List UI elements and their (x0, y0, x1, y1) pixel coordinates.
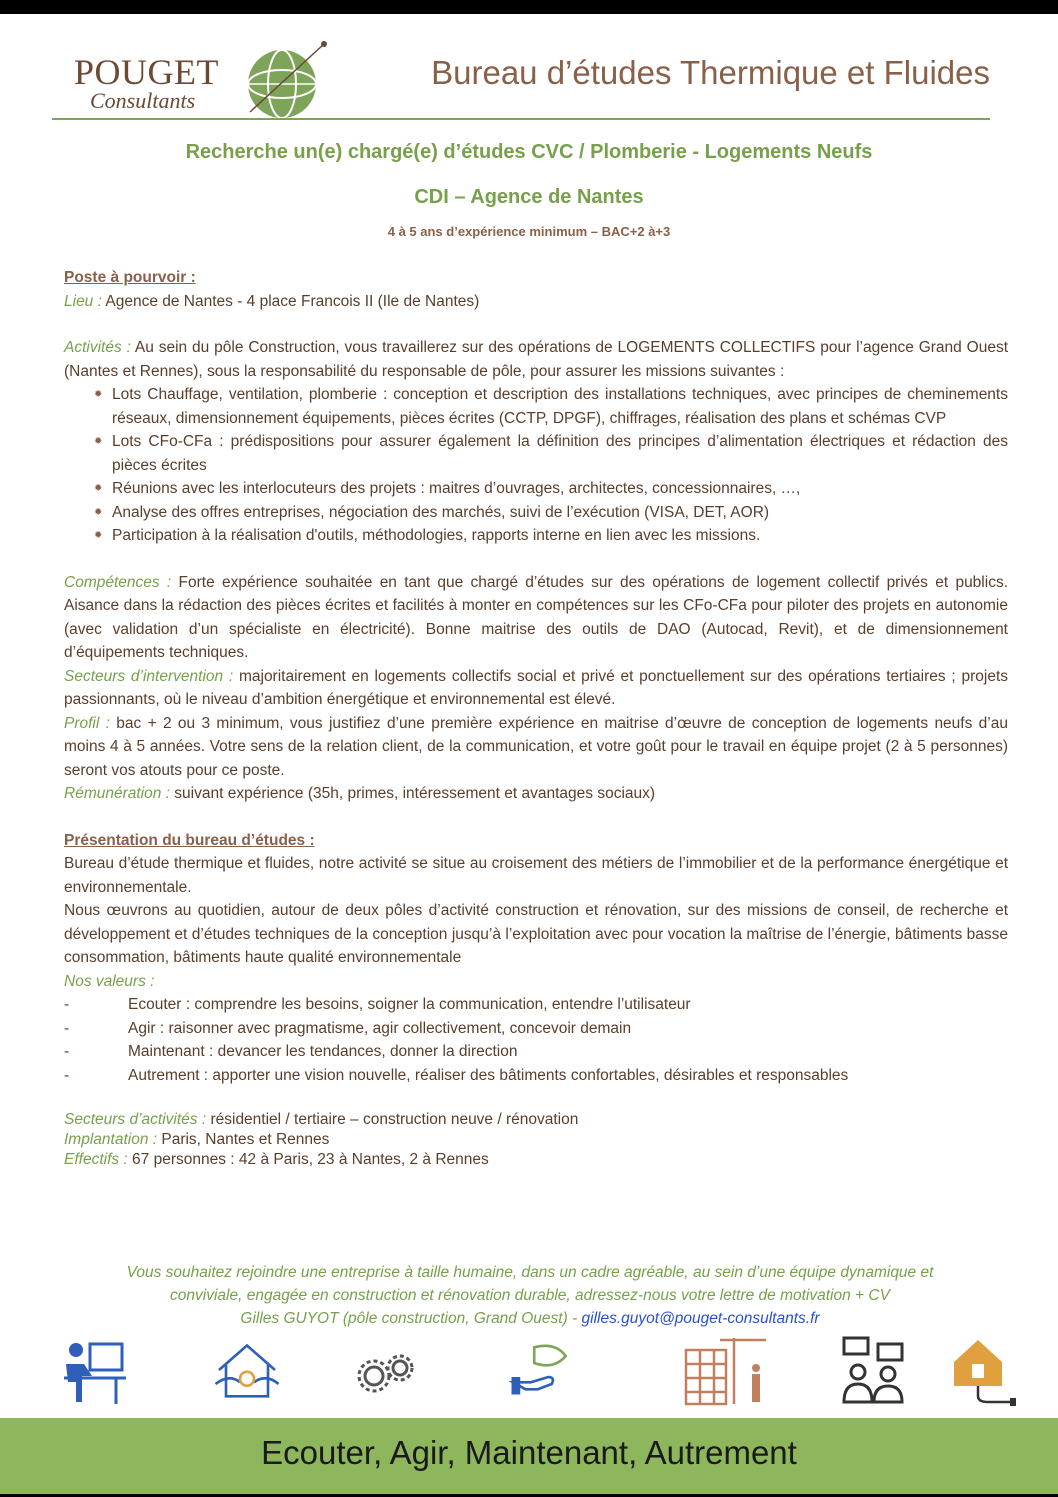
body-text (64, 266, 1008, 1170)
activites-paragraph (64, 336, 1008, 383)
desk-worker-icon (60, 1334, 130, 1406)
section-heading-presentation: Présentation du bureau d’études : (64, 831, 315, 849)
construction-site-icon (680, 1334, 770, 1406)
implantation-text: Paris, Nantes et Rennes (157, 1131, 330, 1148)
activites-label: Activités : (64, 339, 131, 356)
closing-line-1: Vous souhaitez rejoindre une entreprise à taille humaine, dans un cadre agréable, au sein d’une équipe dynamique et (126, 1264, 934, 1281)
list-item: - Maintenant : devancer les tendances, donner la direction (64, 1040, 1008, 1064)
remuneration-label: Rémunération : (64, 785, 170, 802)
list-item: ✹ Lots Chauffage, ventilation, plomberie : conception et description des installations techniques, avec principes de cheminements réseaux, dimensionnement équipements, pièces écrites (CCTP, DPGF), chiffrages, réalisation des plans et schémas CVP (90, 383, 1008, 430)
list-item: ✹ Lots CFo-CFa : prédispositions pour assurer également la définition des principes d’alimentation électriques et rédaction des pièces écrites (90, 430, 1008, 477)
secteurs-text: majoritairement en logements collectifs social et privé et ponctuellement sur des opérations tertiaires ; projets passionnants, où le niveau d’ambition énergétique et environnemental est élevé. (64, 667, 1008, 708)
house-energy-icon (212, 1334, 282, 1406)
gears-icon (352, 1334, 422, 1406)
profil-text: bac + 2 ou 3 minimum, vous justifiez d’une première expérience en maitrise d’œuvre de conception de logements neufs d’au moins 4 à 5 années. Votre sens de la relation client, de la communication, et votre goût pour le travail en équipe projet (2 à 5 personnes) seront vos atouts pour ce poste. (64, 714, 1008, 779)
secteurs-activites-text: résidentiel / tertiaire – construction neuve / rénovation (206, 1111, 579, 1128)
effectifs-line (64, 1150, 1008, 1170)
profil-label: Profil : (64, 714, 110, 732)
activities-list (64, 383, 1008, 548)
competences-text: Forte expérience souhaitée en tant que chargé d’études sur des opérations de logement collectif privés et publics. Aisance dans la rédaction des pièces écrites et facilités à monter en compétences sur les CFo-CFa pour piloter des projets en autonomie (avec validation d’un spécialiste en électricité). Bonne maitrise des outils de DAO (Autocad, Revit), et de dimensionnement d’équipements techniques. (64, 573, 1008, 661)
closing-message (60, 1261, 1000, 1330)
implantation-label: Implantation : (64, 1131, 158, 1148)
pouget-logo (66, 36, 336, 131)
effectifs-text: 67 personnes : 42 à Paris, 23 à Nantes, 2 à Rennes (127, 1151, 489, 1168)
header-title: Bureau d’études Thermique et Fluides (431, 54, 990, 91)
presentation-paragraph-2: Nous œuvrons au quotidien, autour de deux pôles d’activité construction et rénovation, sur des missions de conseil, de recherche et développement et d’études techniques de la conception jusqu’à l’exploitation avec pour vocation la maîtrise de l’énergie, bâtiments basse consommation, bâtiments haute qualité environnementale (64, 902, 1008, 966)
list-item: ✹ Analyse des offres entreprises, négociation des marchés, suivi de l’exécution (VISA, DET, AOR) (90, 501, 1008, 525)
secteurs-paragraph (64, 665, 1008, 712)
competences-label: Compétences : (64, 573, 172, 591)
contract-title: CDI – Agence de Nantes (414, 186, 644, 208)
hand-leaf-icon (508, 1334, 578, 1406)
list-item: - Agir : raisonner avec pragmatisme, agir collectivement, concevoir demain (64, 1017, 1008, 1041)
valeurs-label: Nos valeurs : (64, 972, 155, 990)
effectifs-label: Effectifs : (64, 1151, 128, 1168)
secteurs-activites-line (64, 1110, 1008, 1130)
section-heading-poste: Poste à pourvoir : (64, 269, 196, 286)
presentation-paragraph-1: Bureau d’étude thermique et fluides, notre activité se situe au croisement des métiers de l’immobilier et de la performance énergétique et environnementale. (64, 855, 1008, 896)
activites-text: Au sein du pôle Construction, vous travaillerez sur des opérations de LOGEMENTS COLLECTIFS pour l’agence Grand Ouest (Nantes et Rennes), sous la responsabilité du responsable de pôle, pour assurer les missions suivantes : (64, 339, 1008, 380)
contact-email-link[interactable]: gilles.guyot@pouget-consultants.fr (581, 1310, 820, 1327)
motto-text: Ecouter, Agir, Maintenant, Autrement (261, 1434, 797, 1471)
list-item: ✹ Participation à la réalisation d'outils, méthodologies, rapports interne en lien avec les missions. (90, 524, 1008, 548)
house-plug-icon (948, 1334, 1018, 1406)
list-item: - Autrement : apporter une vision nouvelle, réaliser des bâtiments confortables, désirables et responsables (64, 1064, 1008, 1088)
motto-band (0, 1418, 1058, 1494)
lieu-text: Agence de Nantes - 4 place Francois II (Ile de Nantes) (101, 292, 480, 310)
job-title: Recherche un(e) chargé(e) d’études CVC / Plomberie - Logements Neufs (185, 141, 873, 163)
implantation-line (64, 1130, 1008, 1150)
list-item: - Ecouter : comprendre les besoins, soigner la communication, entendre l’utilisateur (64, 993, 1008, 1017)
icon-row (0, 1334, 1058, 1414)
contact-line (60, 1307, 1000, 1330)
logo-name: POUGET (74, 52, 219, 92)
globe-logo-icon (240, 36, 330, 126)
values-list (64, 993, 1008, 1087)
secteurs-label: Secteurs d’intervention : (64, 667, 234, 685)
header-divider (52, 118, 990, 120)
contact-name: Gilles GUYOT (pôle construction, Grand Ouest) - (240, 1310, 582, 1327)
meeting-people-icon (840, 1334, 910, 1406)
logo-subtitle: Consultants (90, 88, 196, 113)
secteurs-activites-label: Secteurs d’activités : (64, 1111, 207, 1128)
document-page (0, 14, 1058, 1484)
competences-paragraph (64, 571, 1008, 665)
experience-requirement: 4 à 5 ans d’expérience minimum – BAC+2 à+3 (387, 224, 671, 239)
lieu-label: Lieu : (64, 292, 102, 310)
remuneration-line (64, 782, 1008, 806)
list-item: ✹ Réunions avec les interlocuteurs des projets : maitres d’ouvrages, architectes, concessionnaires, …, (90, 477, 1008, 501)
profil-paragraph (64, 712, 1008, 783)
closing-line-2: conviviale, engagée en construction et rénovation durable, adressez-nous votre lettre de motivation + CV (170, 1287, 890, 1304)
remuneration-text: suivant expérience (35h, primes, intéressement et avantages sociaux) (169, 785, 656, 802)
lieu-line (64, 290, 1008, 314)
